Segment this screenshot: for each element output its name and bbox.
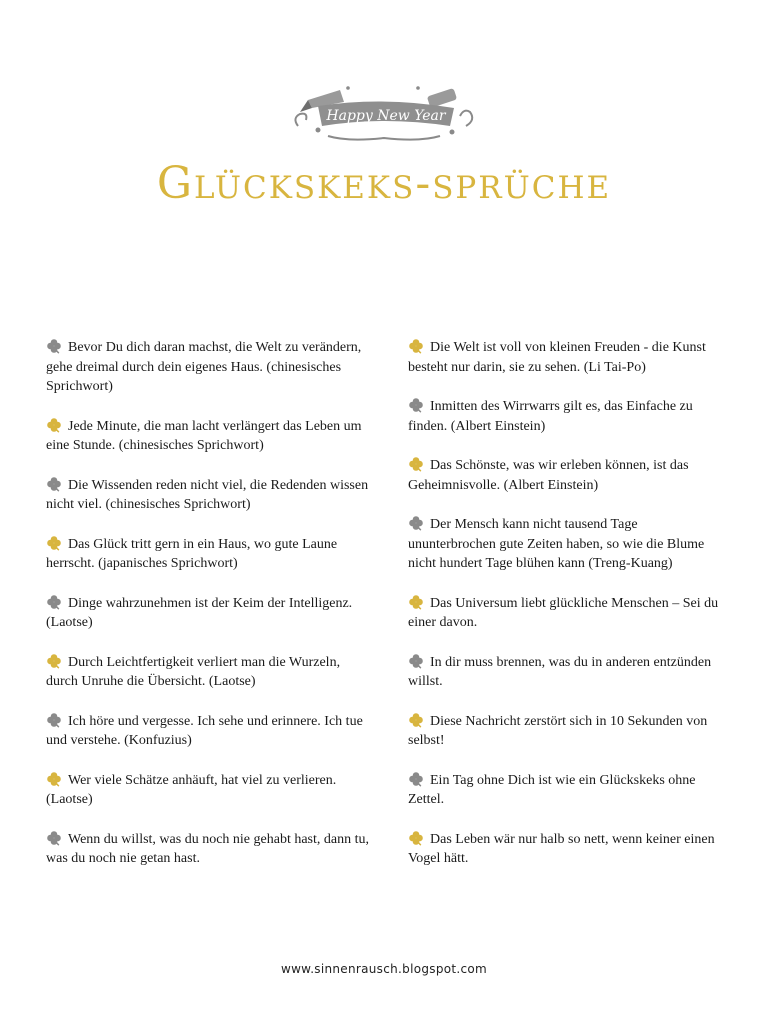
quote-item	[408, 594, 726, 633]
clover-icon	[46, 653, 62, 669]
quote-item	[408, 712, 726, 751]
quote-text: Das Universum liebt glückliche Menschen – Sei du einer davon.	[408, 595, 719, 630]
quote-item	[408, 456, 726, 495]
quote-item	[408, 653, 726, 692]
quote-item	[46, 830, 371, 869]
quote-item	[408, 338, 726, 377]
clover-icon	[46, 476, 62, 492]
quote-text: Die Welt ist voll von kleinen Freuden - die Kunst besteht nur darin, sie zu sehen. (Li Tai-Po)	[408, 340, 706, 375]
clover-icon	[46, 417, 62, 433]
quote-item	[46, 417, 371, 456]
left-quote-column	[46, 338, 371, 889]
quote-text: Ein Tag ohne Dich ist wie ein Glückskeks ohne Zettel.	[408, 772, 696, 807]
quote-text: Diese Nachricht zerstört sich in 10 Sekunden von selbst!	[408, 713, 708, 748]
quote-text: Inmitten des Wirrwarrs gilt es, das Einfache zu finden. (Albert Einstein)	[408, 399, 693, 434]
quote-text: Wenn du willst, was du noch nie gehabt hast, dann tu, was du noch nie getan hast.	[46, 831, 369, 866]
clover-icon	[46, 535, 62, 551]
clover-icon	[408, 771, 424, 787]
clover-icon	[46, 338, 62, 354]
quote-item	[408, 397, 726, 436]
quote-text: Wer viele Schätze anhäuft, hat viel zu verlieren. (Laotse)	[46, 772, 337, 807]
clover-icon	[408, 594, 424, 610]
quote-text: Das Schönste, was wir erleben können, ist das Geheimnisvolle. (Albert Einstein)	[408, 458, 689, 493]
quote-item	[408, 771, 726, 810]
happy-new-year-logo	[288, 82, 480, 144]
clover-icon	[408, 712, 424, 728]
quote-item	[46, 338, 371, 397]
quote-text: Ich höre und vergesse. Ich sehe und erinnere. Ich tue und verstehe. (Konfuzius)	[46, 713, 363, 748]
logo-text: Happy New Year	[326, 108, 446, 124]
clover-icon	[46, 830, 62, 846]
quote-text: Die Wissenden reden nicht viel, die Redenden wissen nicht viel. (chinesisches Sprichwort)	[46, 477, 369, 512]
page-title: Glückskeks-sprüche	[156, 158, 612, 209]
clover-icon	[46, 712, 62, 728]
quote-item	[46, 535, 371, 574]
quote-item	[46, 771, 371, 810]
clover-icon	[408, 338, 424, 354]
quote-item	[46, 712, 371, 751]
quote-item	[46, 476, 371, 515]
clover-icon	[408, 653, 424, 669]
quote-text: Jede Minute, die man lacht verlängert das Leben um eine Stunde. (chinesisches Sprichwort)	[46, 418, 362, 453]
clover-icon	[408, 397, 424, 413]
footer-url: www.sinnenrausch.blogspot.com	[280, 962, 488, 976]
clover-icon	[46, 771, 62, 787]
quote-item	[46, 653, 371, 692]
quote-item	[46, 594, 371, 633]
quote-text: Durch Leichtfertigkeit verliert man die Wurzeln, durch Unruhe die Übersicht. (Laotse)	[46, 654, 341, 689]
quote-text: Dinge wahrzunehmen ist der Keim der Intelligenz. (Laotse)	[46, 595, 353, 630]
quote-item	[408, 830, 726, 869]
clover-icon	[408, 515, 424, 531]
quote-text: Das Leben wär nur halb so nett, wenn keiner einen Vogel hätt.	[408, 831, 715, 866]
quote-text: Bevor Du dich daran machst, die Welt zu verändern, gehe dreimal durch dein eigenes Haus. (chinesisches Sprichwort)	[46, 340, 362, 394]
quote-item	[408, 515, 726, 574]
clover-icon	[408, 456, 424, 472]
quote-text: Das Glück tritt gern in ein Haus, wo gute Laune herrscht. (japanisches Sprichwort)	[46, 536, 338, 571]
clover-icon	[408, 830, 424, 846]
quote-text: In dir muss brennen, was du in anderen entzünden willst.	[408, 654, 712, 689]
quote-text: Der Mensch kann nicht tausend Tage ununterbrochen gute Zeiten haben, so wie die Blume nicht hundert Tage blühen kann (Treng-Kuang)	[408, 517, 705, 571]
right-quote-column	[408, 338, 726, 889]
clover-icon	[46, 594, 62, 610]
